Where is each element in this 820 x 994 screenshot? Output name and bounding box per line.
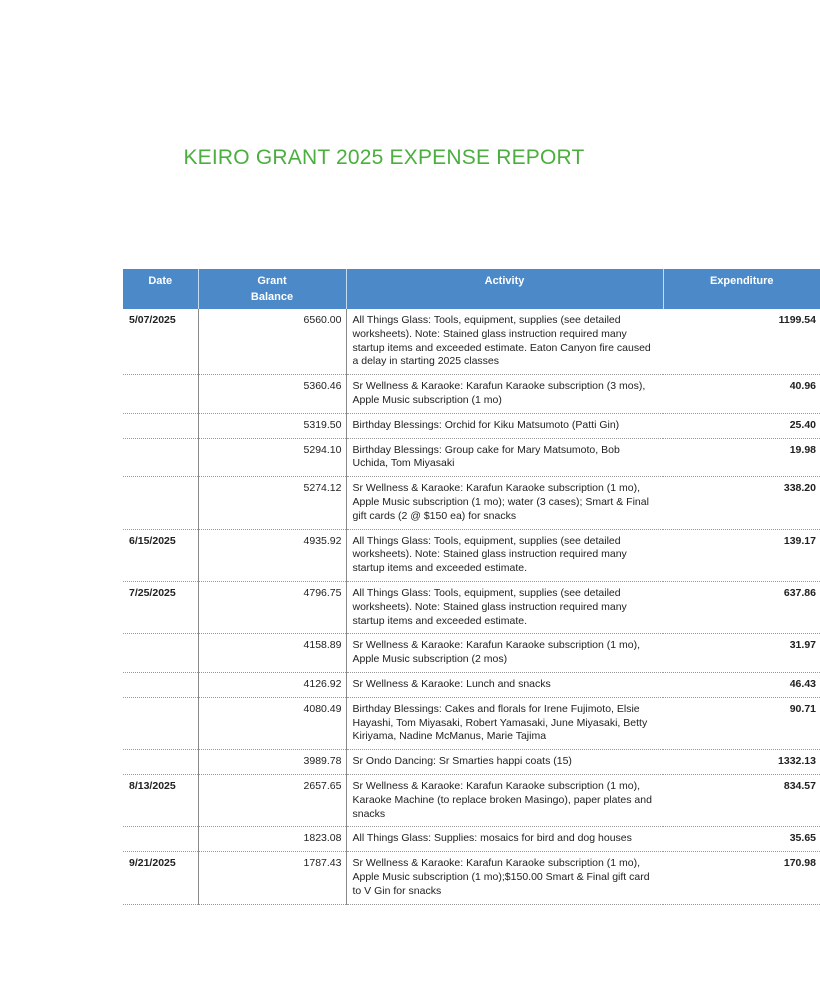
row-activity: Sr Wellness & Karaoke: Karafun Karaoke subscription (1 mo), Karaoke Machine (to replace broken Masingo), paper plates and snacks [346,774,663,826]
row-date: 8/13/2025 [123,774,198,826]
row-date: 9/21/2025 [123,852,198,904]
row-activity: Sr Wellness & Karaoke: Lunch and snacks [346,672,663,697]
row-balance: 5360.46 [198,375,346,414]
row-date [123,375,198,414]
table-row [123,375,820,414]
table-row [123,529,820,581]
table-row [123,309,820,375]
row-activity: Birthday Blessings: Orchid for Kiku Matsumoto (Patti Gin) [346,413,663,438]
row-activity: All Things Glass: Tools, equipment, supplies (see detailed worksheets). Note: Stained glass instruction required many startup items and exceeded estimate. [346,529,663,581]
column-header-balance-line1: Grant [257,275,287,287]
column-header-activity: Activity [346,269,663,309]
row-expenditure: 637.86 [663,581,820,633]
row-date [123,438,198,477]
table-row [123,634,820,673]
row-expenditure: 139.17 [663,529,820,581]
row-date [123,634,198,673]
row-balance: 4126.92 [198,672,346,697]
column-header-expenditure: Expenditure [663,269,820,309]
row-expenditure: 170.98 [663,852,820,904]
row-balance: 5274.12 [198,477,346,529]
column-header-balance [198,269,346,309]
row-balance: 4080.49 [198,697,346,749]
table-row [123,852,820,904]
row-expenditure: 31.97 [663,634,820,673]
row-activity: All Things Glass: Supplies: mosaics for bird and dog houses [346,827,663,852]
row-balance: 2657.65 [198,774,346,826]
column-header-balance-line2: Balance [250,291,294,303]
table-row [123,477,820,529]
table-row [123,413,820,438]
row-date: 6/15/2025 [123,529,198,581]
row-activity: All Things Glass: Tools, equipment, supplies (see detailed worksheets). Note: Stained glass instruction required many startup items and exceeded estimate. [346,581,663,633]
row-activity: Sr Wellness & Karaoke: Karafun Karaoke subscription (1 mo), Apple Music subscription (2 mos) [346,634,663,673]
row-balance: 3989.78 [198,750,346,775]
row-date [123,477,198,529]
row-date: 7/25/2025 [123,581,198,633]
table-row [123,750,820,775]
row-balance: 5319.50 [198,413,346,438]
table-row [123,581,820,633]
table-row [123,827,820,852]
row-activity: Birthday Blessings: Cakes and florals for Irene Fujimoto, Elsie Hayashi, Tom Miyasaki, Robert Yamasaki, June Miyasaki, Betty Kiriyama, Nadine McManus, Marie Tajima [346,697,663,749]
report-title: KEIRO GRANT 2025 EXPENSE REPORT [183,146,585,169]
table-row [123,672,820,697]
table-row [123,697,820,749]
row-date [123,672,198,697]
row-activity: All Things Glass: Tools, equipment, supplies (see detailed worksheets). Note: Stained glass instruction required many startup items and exceeded estimate. Eaton Canyon fire caused a delay in starting 2025 classes [346,309,663,375]
row-expenditure: 1332.13 [663,750,820,775]
row-balance: 4158.89 [198,634,346,673]
row-expenditure: 19.98 [663,438,820,477]
row-balance: 6560.00 [198,309,346,375]
row-activity: Sr Ondo Dancing: Sr Smarties happi coats (15) [346,750,663,775]
row-expenditure: 46.43 [663,672,820,697]
row-expenditure: 338.20 [663,477,820,529]
row-expenditure: 25.40 [663,413,820,438]
row-expenditure: 834.57 [663,774,820,826]
expense-table [123,269,820,905]
row-balance: 4796.75 [198,581,346,633]
table-header [123,269,820,309]
row-date [123,827,198,852]
table-row [123,774,820,826]
row-activity: Sr Wellness & Karaoke: Karafun Karaoke subscription (1 mo), Apple Music subscription (1 mo); water (3 cases); Smart & Final gift cards (2 @ $150 ea) for snacks [346,477,663,529]
row-date [123,413,198,438]
row-activity: Sr Wellness & Karaoke: Karafun Karaoke subscription (3 mos), Apple Music subscription (1 mo) [346,375,663,414]
row-balance: 1787.43 [198,852,346,904]
row-expenditure: 40.96 [663,375,820,414]
row-expenditure: 90.71 [663,697,820,749]
row-activity: Birthday Blessings: Group cake for Mary Matsumoto, Bob Uchida, Tom Miyasaki [346,438,663,477]
row-expenditure: 1199.54 [663,309,820,375]
row-date [123,750,198,775]
row-date [123,697,198,749]
row-activity: Sr Wellness & Karaoke: Karafun Karaoke subscription (1 mo), Apple Music subscription (1 mo);$150.00 Smart & Final gift card to V Gin for snacks [346,852,663,904]
column-header-date: Date [123,269,198,309]
row-balance: 5294.10 [198,438,346,477]
table-row [123,438,820,477]
row-expenditure: 35.65 [663,827,820,852]
row-balance: 4935.92 [198,529,346,581]
row-balance: 1823.08 [198,827,346,852]
row-date: 5/07/2025 [123,309,198,375]
